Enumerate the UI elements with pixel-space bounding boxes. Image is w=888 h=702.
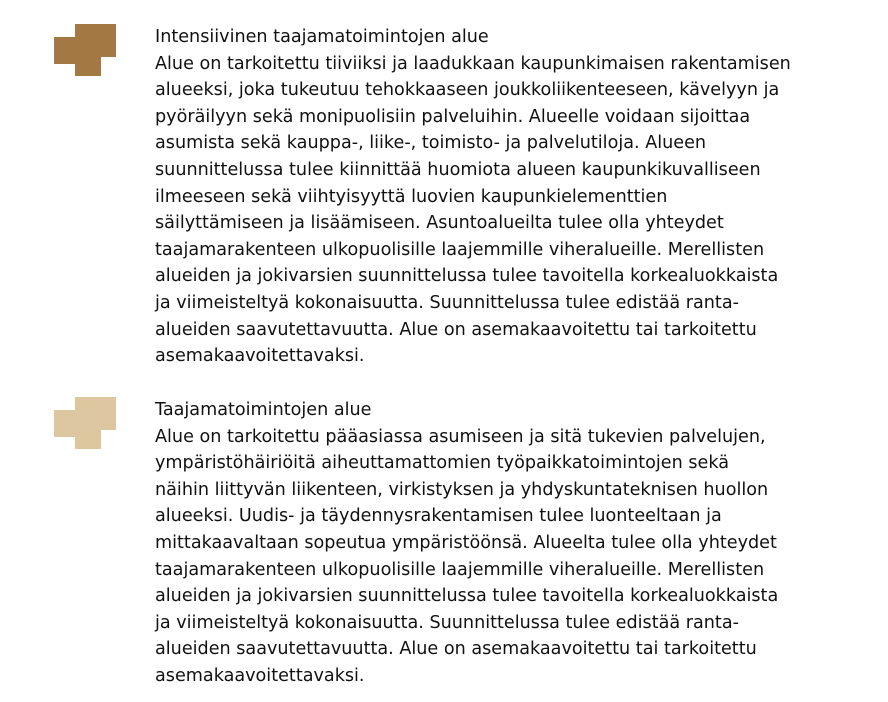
description-line: alueeksi, joka tukeutuu tehokkaaseen joukkoliikenteeseen, kävelyyn ja xyxy=(155,80,780,101)
legend-entry-title: Intensiivinen taajamatoimintojen alue xyxy=(155,27,489,47)
description-line: säilyttämiseen ja lisäämiseen. Asuntoalueilta tulee olla yhteydet xyxy=(155,213,724,234)
legend-entry-description xyxy=(155,51,855,370)
description-line: ympäristöhäiriöitä aiheuttamattomien työpaikkatoimintojen sekä xyxy=(155,453,730,474)
map-area-swatch-icon xyxy=(54,24,116,76)
description-line: ja viimeisteltyä kokonaisuutta. Suunnittelussa tulee edistää ranta- xyxy=(155,292,739,313)
description-line: alueiden saavutettavuutta. Alue on asemakaavoitettu tai tarkoitettu xyxy=(155,639,757,660)
description-line: näihin liittyvän liikenteen, virkistyksen ja yhdyskuntateknisen huollon xyxy=(155,479,769,500)
description-line: suunnittelussa tulee kiinnittää huomiota alueen kaupunkikuvalliseen xyxy=(155,159,761,180)
legend-text-block xyxy=(155,397,855,690)
description-line: alueeksi. Uudis- ja täydennysrakentamisen tulee luonteeltaan ja xyxy=(155,506,722,527)
legend-text-block xyxy=(155,24,855,370)
description-line: ilmeeseen sekä viihtyisyyttä luovien kaupunkielementtien xyxy=(155,186,668,207)
legend-entry-description xyxy=(155,424,855,690)
description-line: alueiden ja jokivarsien suunnittelussa tulee tavoitella korkealuokkaista xyxy=(155,586,779,607)
description-line: mittakaavaltaan sopeutua ympäristöönsä. Alueelta tulee olla yhteydet xyxy=(155,532,777,553)
description-line: taajamarakenteen ulkopuolisille laajemmille viheralueille. Merellisten xyxy=(155,239,765,260)
description-line: Alue on tarkoitettu pääasiassa asumiseen ja sitä tukevien palvelujen, xyxy=(155,426,766,447)
description-line: asemakaavoitettavaksi. xyxy=(155,665,365,686)
swatch-shape xyxy=(54,397,116,449)
description-line: pyöräilyyn sekä monipuolisiin palveluihin. Alueelle voidaan sijoittaa xyxy=(155,106,751,127)
map-area-swatch-icon xyxy=(54,397,116,449)
description-line: ja viimeisteltyä kokonaisuutta. Suunnittelussa tulee edistää ranta- xyxy=(155,612,739,633)
description-line: taajamarakenteen ulkopuolisille laajemmille viheralueille. Merellisten xyxy=(155,559,765,580)
description-line: alueiden ja jokivarsien suunnittelussa tulee tavoitella korkealuokkaista xyxy=(155,266,779,287)
description-line: asemakaavoitettavaksi. xyxy=(155,346,365,367)
description-line: Alue on tarkoitettu tiiviiksi ja laadukkaan kaupunkimaisen rakentamisen xyxy=(155,53,791,74)
description-line: asumista sekä kauppa-, liike-, toimisto- ja palvelutiloja. Alueen xyxy=(155,133,707,154)
description-line: alueiden saavutettavuutta. Alue on asemakaavoitettu tai tarkoitettu xyxy=(155,319,757,340)
swatch-shape xyxy=(54,24,116,76)
legend-entry-title: Taajamatoimintojen alue xyxy=(155,400,372,420)
